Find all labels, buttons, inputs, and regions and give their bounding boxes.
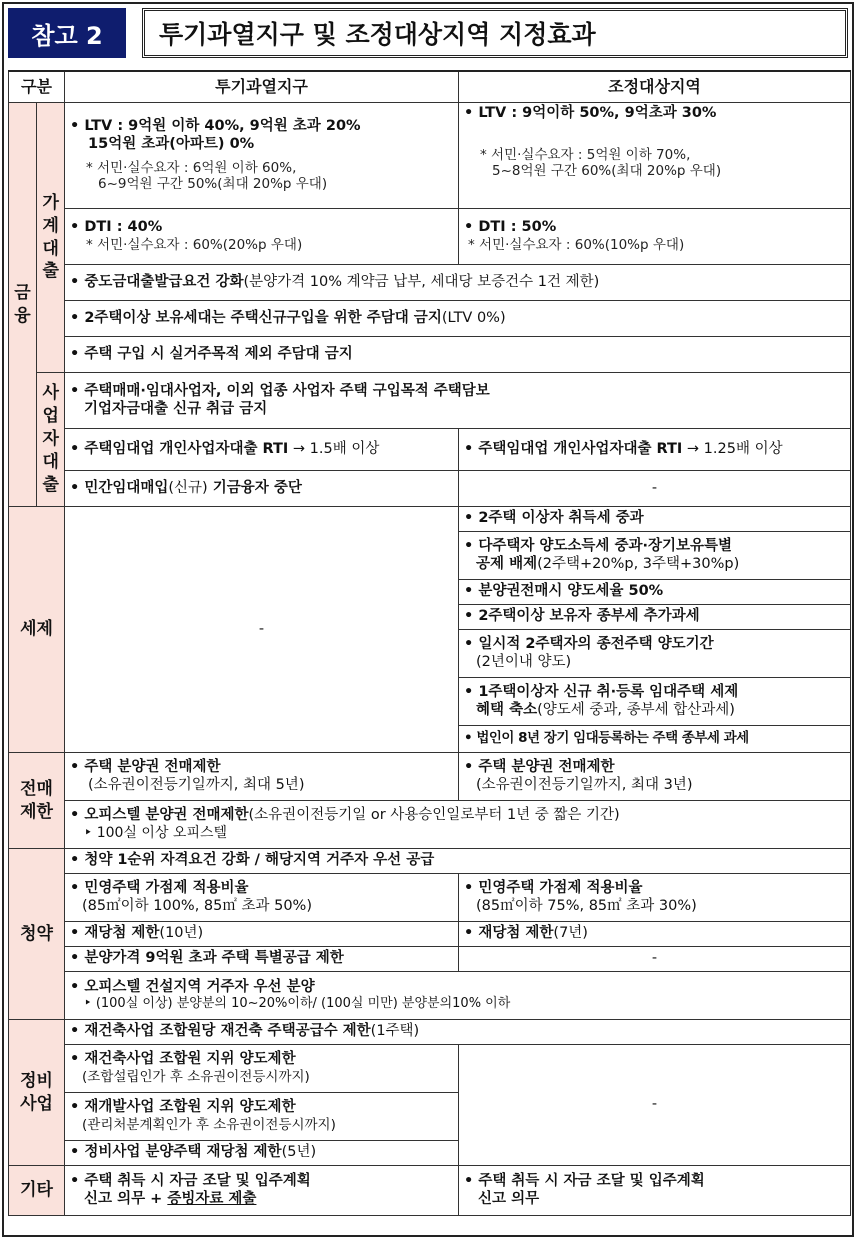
cell-business-ban: • 주택매매·임대사업자, 이외 업종 사업자 주택 구입목적 주택담보 기업자금대출 신규 취급 금지 bbox=[65, 373, 851, 429]
table-row bbox=[9, 1166, 851, 1216]
effects-table bbox=[8, 70, 851, 1216]
cell-sub-special-adjusted: - bbox=[459, 947, 851, 972]
cell-sub-rewin-overheated: • 재당첨 제한(10년) bbox=[65, 922, 459, 947]
cell-sub-point-overheated: • 민영주택 가점제 적용비율 (85㎡이하 100%, 85㎡ 초과 50%) bbox=[65, 874, 459, 922]
cell-sub-rewin-adjusted: • 재당첨 제한(7년) bbox=[459, 922, 851, 947]
table-row bbox=[9, 103, 851, 209]
table-row bbox=[9, 849, 851, 874]
reference-badge: 참고 2 bbox=[8, 8, 126, 58]
cell-tax-corporate: • 법인이 8년 장기 임대등록하는 주택 종부세 과세 bbox=[459, 726, 851, 753]
table-row bbox=[9, 922, 851, 947]
cell-ltv-overheated: • LTV : 9억원 이하 40%, 9억원 초과 20% 15억원 초과(아파트) 0% * 서민·실수요자 : 6억원 이하 60%, 6~9억원 구간 50%(최대 20%p 우대) bbox=[65, 103, 459, 209]
cell-sub-point-adjusted: • 민영주택 가점제 적용비율 (85㎡이하 75%, 85㎡ 초과 30%) bbox=[459, 874, 851, 922]
cell-tax-rental: • 1주택이상자 신규 취·등록 임대주택 세제 혜택 축소(양도세 중과, 종부세 합산과세) bbox=[459, 678, 851, 726]
cell-interim-loan: • 중도금대출발급요건 강화(분양가격 10% 계약금 납부, 세대당 보증건수 1건 제한) bbox=[65, 265, 851, 301]
category-etc: 기타 bbox=[9, 1166, 65, 1216]
cell-redev-supply: • 재건축사업 조합원당 재건축 주택공급수 제한(1주택) bbox=[65, 1020, 851, 1045]
table-row bbox=[9, 301, 851, 337]
cell-tax-presale: • 분양권전매시 양도세율 50% bbox=[459, 580, 851, 605]
cell-private-rental: • 민간임대매입(신규) 기금융자 중단 bbox=[65, 471, 459, 507]
cell-dti-adjusted: • DTI : 50% * 서민·실수요자 : 60%(10%p 우대) bbox=[459, 209, 851, 265]
cell-etc-overheated: • 주택 취득 시 자금 조달 및 입주계획 신고 의무 + 증빙자료 제출 bbox=[65, 1166, 459, 1216]
cell-dti-overheated: • DTI : 40% * 서민·실수요자 : 60%(20%p 우대) bbox=[65, 209, 459, 265]
header-category: 구분 bbox=[9, 71, 65, 103]
cell-rti-overheated: • 주택임대업 개인사업자대출 RTI → 1.5배 이상 bbox=[65, 429, 459, 471]
cell-sub-first: • 청약 1순위 자격요건 강화 / 해당지역 거주자 우선 공급 bbox=[65, 849, 851, 874]
category-finance: 금융 bbox=[9, 103, 37, 507]
table-header-row bbox=[9, 71, 851, 103]
cell-sub-special: • 분양가격 9억원 초과 주택 특별공급 제한 bbox=[65, 947, 459, 972]
category-business-loan: 사업자대출 bbox=[37, 373, 65, 507]
cell-ltv-adjusted: • LTV : 9억이하 50%, 9억초과 30% * 서민·실수요자 : 5억원 이하 70%, 5~8억원 구간 60%(최대 20%p 우대) bbox=[459, 103, 851, 209]
cell-tax-temporary: • 일시적 2주택자의 종전주택 양도기간 (2년이내 양도) bbox=[459, 630, 851, 678]
table-row bbox=[9, 265, 851, 301]
cell-tax-comprehensive: • 2주택이상 보유자 종부세 추가과세 bbox=[459, 605, 851, 630]
cell-sub-officetel: • 오피스텔 건설지역 거주자 우선 분양 ‣ (100실 이상) 분양분의 10~20%이하/ (100실 미만) 분양분의10% 이하 bbox=[65, 972, 851, 1020]
category-resale: 전매제한 bbox=[9, 753, 65, 849]
table-row bbox=[9, 471, 851, 507]
cell-redev-redevelopment: • 재개발사업 조합원 지위 양도제한 (관리처분계획인가 후 소유권이전등시까지) bbox=[65, 1093, 459, 1141]
cell-etc-adjusted: • 주택 취득 시 자금 조달 및 입주계획 신고 의무 bbox=[459, 1166, 851, 1216]
header-overheated: 투기과열지구 bbox=[65, 71, 459, 103]
table-row bbox=[9, 209, 851, 265]
category-tax: 세제 bbox=[9, 507, 65, 753]
category-redevelopment: 정비사업 bbox=[9, 1020, 65, 1166]
cell-tax-transfer: • 다주택자 양도소득세 중과·장기보유특별 공제 배제(2주택+20%p, 3주택+30%p) bbox=[459, 532, 851, 580]
table-row bbox=[9, 874, 851, 922]
category-household-loan: 가계대출 bbox=[37, 103, 65, 373]
table-row bbox=[9, 429, 851, 471]
cell-tax-overheated: - bbox=[65, 507, 459, 753]
table-row bbox=[9, 801, 851, 849]
cell-redev-adjusted: - bbox=[459, 1045, 851, 1166]
cell-rti-adjusted: • 주택임대업 개인사업자대출 RTI → 1.25배 이상 bbox=[459, 429, 851, 471]
cell-redev-rewin: • 정비사업 분양주택 재당첨 제한(5년) bbox=[65, 1141, 459, 1166]
table-row bbox=[9, 972, 851, 1020]
cell-resale-officetel: • 오피스텔 분양권 전매제한(소유권이전등기일 or 사용승인일로부터 1년 중 짧은 기간) ‣ 100실 이상 오피스텔 bbox=[65, 801, 851, 849]
page-title: 투기과열지구 및 조정대상지역 지정효과 bbox=[142, 8, 848, 58]
cell-private-rental-adjusted: - bbox=[459, 471, 851, 507]
table-row bbox=[9, 337, 851, 373]
table-row bbox=[9, 1045, 851, 1093]
table-row bbox=[9, 947, 851, 972]
cell-multi-home: • 2주택이상 보유세대는 주택신규구입을 위한 주담대 금지(LTV 0%) bbox=[65, 301, 851, 337]
table-row bbox=[9, 507, 851, 532]
table-row bbox=[9, 753, 851, 801]
cell-tax-acquisition: • 2주택 이상자 취득세 중과 bbox=[459, 507, 851, 532]
header-adjusted: 조정대상지역 bbox=[459, 71, 851, 103]
category-subscription: 청약 bbox=[9, 849, 65, 1020]
cell-resale-overheated: • 주택 분양권 전매제한 (소유권이전등기일까지, 최대 5년) bbox=[65, 753, 459, 801]
table-row bbox=[9, 373, 851, 429]
table-row bbox=[9, 1020, 851, 1045]
cell-residence-purpose: • 주택 구입 시 실거주목적 제외 주담대 금지 bbox=[65, 337, 851, 373]
cell-redev-reconstruction: • 재건축사업 조합원 지위 양도제한 (조합설립인가 후 소유권이전등시까지) bbox=[65, 1045, 459, 1093]
cell-resale-adjusted: • 주택 분양권 전매제한 (소유권이전등기일까지, 최대 3년) bbox=[459, 753, 851, 801]
